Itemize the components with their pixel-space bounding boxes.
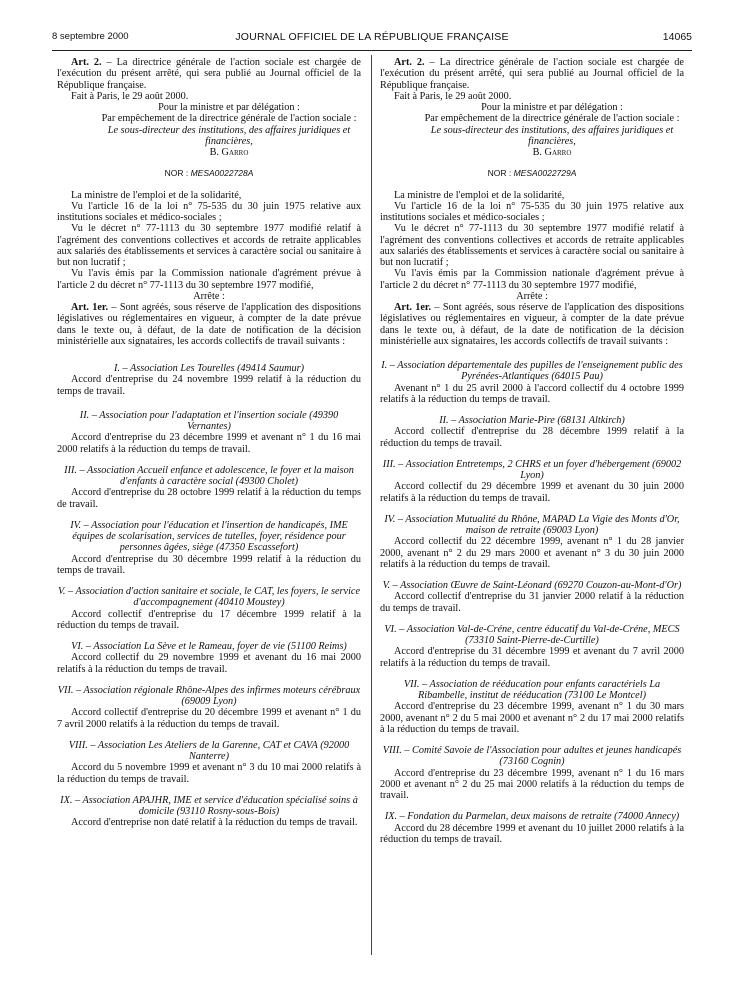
preamble-line: Vu l'article 16 de la loi n° 75-535 du 30 juin 1975 relative aux institutions sociales et médico-sociales ; bbox=[57, 200, 361, 223]
section-title: II. – Association Marie-Pire (68131 Altkirch) bbox=[439, 415, 625, 426]
section-body: Accord collectif du 29 décembre 1999 et avenant du 30 juin 2000 relatifs à la réduction du temps de travail. bbox=[380, 481, 684, 504]
signatory-name: B. Garro bbox=[532, 147, 572, 158]
left-column bbox=[57, 57, 361, 829]
right-column bbox=[380, 57, 684, 845]
section-body: Accord collectif du 22 décembre 1999, avenant n° 1 du 28 janvier 2000, avenant n° 2 du 29 mars 2000 et avenant n° 3 du 30 juin 2000 relatifs à la réduction du temps de travail. bbox=[380, 536, 684, 570]
section-title: IV. – Association Mutualité du Rhône, MAPAD La Vigie des Monts d'Or, maison de retraite (69003 Lyon) bbox=[384, 513, 680, 536]
nor-reference: NOR : MESA0022729A bbox=[487, 168, 577, 179]
section-title: III. – Association Accueil enfance et adolescence, le foyer et la maison d'enfants à caractère social (49300 Cholet) bbox=[64, 464, 354, 487]
preamble-line: Vu l'article 16 de la loi n° 75-535 du 30 juin 1975 relative aux institutions sociales et médico-sociales ; bbox=[380, 200, 684, 223]
section-title: IX. – Association APAJHR, IME et service d'éducation spécialisé soins à domicile (93110 Rosny-sous-Bois) bbox=[60, 794, 358, 817]
section-body: Accord d'entreprise du 23 décembre 1999 et avenant n° 1 du 16 mai 2000 relatifs à la réduction du temps de travail. bbox=[57, 432, 361, 455]
section-body: Accord d'entreprise du 30 décembre 1999 relatif à la réduction du temps de travail. bbox=[57, 553, 361, 576]
section-body: Accord d'entreprise du 23 décembre 1999, avenant n° 1 du 16 mars 2000 et avenant n° 2 du 25 mai 2000 relatifs à la réduction du temps de travail. bbox=[380, 767, 684, 801]
section-title: II. – Association pour l'adaptation et l'insertion sociale (49390 Vernantes) bbox=[79, 409, 339, 432]
section-body: Accord du 28 décembre 1999 et avenant du 10 juillet 2000 relatifs à la réduction du temps de travail. bbox=[380, 822, 684, 845]
signature-line-3: Le sous-directeur des institutions, des affaires juridiques et financières, bbox=[107, 124, 351, 147]
preamble-line: Vu l'avis émis par la Commission nationale d'agrément prévue à l'article 2 du décret n° 77-1113 du 30 septembre 1977 modifié, bbox=[57, 268, 361, 291]
section-body: Accord collectif du 29 novembre 1999 et avenant du 16 mai 2000 relatifs à la réduction du temps de travail. bbox=[57, 652, 361, 675]
journal-title: JOURNAL OFFICIEL DE LA RÉPUBLIQUE FRANÇAISE bbox=[235, 31, 509, 43]
section-body: Accord d'entreprise du 31 décembre 1999 et avenant du 7 avril 2000 relatifs à la réduction du temps de travail. bbox=[380, 646, 684, 669]
column-divider bbox=[371, 55, 372, 955]
section-title: VI. – Association Val-de-Créne, centre éducatif du Val-de-Créne, MECS (73310 Saint-Pierre-de-Curtille) bbox=[384, 623, 680, 646]
fait-a-paris: Fait à Paris, le 29 août 2000. bbox=[71, 90, 189, 102]
article-1: Art. 1er. – Sont agréés, sous réserve de l'application des dispositions législatives ou réglementaires en vigueur, à compter de la date prévue dans le texte ou, à défaut, de la date de notification de la décision ministérielle aux signataires, les accords collectifs de travail suivants : bbox=[57, 302, 361, 347]
preamble-line: Vu l'avis émis par la Commission nationale d'agrément prévue à l'article 2 du décret n° 77-1113 du 30 septembre 1977 modifié, bbox=[380, 268, 684, 291]
preamble-line: La ministre de l'emploi et de la solidarité, bbox=[394, 189, 565, 201]
section-title: III. – Association Entretemps, 2 CHRS et un foyer d'hébergement (69002 Lyon) bbox=[382, 458, 682, 481]
section-body: Accord d'entreprise non daté relatif à la réduction du temps de travail. bbox=[71, 817, 358, 829]
article-2: Art. 2. – La directrice générale de l'action sociale est chargée de l'exécution du présent arrêté, qui sera publié au Journal officiel de la République française. bbox=[380, 57, 684, 91]
section-title: VII. – Association régionale Rhône-Alpes des infirmes moteurs cérébraux (69009 Lyon) bbox=[57, 684, 361, 707]
section-title: IX. – Fondation du Parmelan, deux maisons de retraite (74000 Annecy) bbox=[384, 811, 680, 823]
section-title: VII. – Association de rééducation pour enfants caractériels La Ribambelle, institut de rééducation (73100 Le Montcel) bbox=[403, 678, 661, 701]
section-title: VIII. – Comité Savoie de l'Association pour adultes et jeunes handicapés (73160 Cognin) bbox=[382, 745, 682, 768]
section-body: Accord du 5 novembre 1999 et avenant n° 3 du 10 mai 2000 relatifs à la réduction du temps de travail. bbox=[57, 762, 361, 785]
signature-line-2: Par empêchement de la directrice générale de l'action sociale : bbox=[101, 113, 357, 125]
article-1: Art. 1er. – Sont agréés, sous réserve de l'application des dispositions législatives ou réglementaires en vigueur, à compter de la date prévue dans le texte ou, à défaut, de la date de notification de la décision ministérielle aux signataires, les accords collectifs de travail suivants : bbox=[380, 302, 684, 347]
signature-line-2: Par empêchement de la directrice générale de l'action sociale : bbox=[424, 113, 680, 125]
section-title: I. – Association départementale des pupilles de l'enseignement public des Pyrénées-Atlantiques (64015 Pau) bbox=[381, 360, 683, 383]
arrete-label: Arrête : bbox=[516, 290, 548, 302]
section-body: Accord d'entreprise du 23 décembre 1999, avenant n° 1 du 30 mars 2000, avenant n° 2 du 5 mai 2000 et avenant n° 2 du 17 mai 2000 relatifs à la réduction du temps de travail. bbox=[380, 701, 684, 735]
preamble-line: Vu le décret n° 77-1113 du 30 septembre 1977 modifié relatif à l'agrément des conventions collectives et accords de retraite applicables aux salariés des établissements et services à caractère social ou sanitaire à but non lucratif ; bbox=[380, 223, 684, 268]
fait-a-paris: Fait à Paris, le 29 août 2000. bbox=[394, 90, 512, 102]
nor-reference: NOR : MESA0022728A bbox=[164, 168, 254, 179]
section-title: I. – Association Les Tourelles (49414 Saumur) bbox=[113, 363, 305, 374]
section-body: Accord d'entreprise du 24 novembre 1999 relatif à la réduction du temps de travail. bbox=[57, 374, 361, 397]
signature-line-1: Pour la ministre et par délégation : bbox=[158, 102, 300, 113]
section-title: V. – Association Œuvre de Saint-Léonard (69270 Couzon-au-Mont-d'Or) bbox=[382, 580, 682, 591]
article-2: Art. 2. – La directrice générale de l'action sociale est chargée de l'exécution du présent arrêté, qui sera publié au Journal officiel de la République française. bbox=[57, 57, 361, 91]
signature-line-1: Pour la ministre et par délégation : bbox=[481, 102, 623, 113]
section-body: Accord collectif d'entreprise du 17 décembre 1999 relatif à la réduction du temps de travail. bbox=[57, 608, 361, 631]
section-title: IV. – Association pour l'éducation et l'insertion de handicapés, IME équipes de scolarisation, services de tutelles, foyer, résidence pour personnes âgées, siège (47350 Escassefort) bbox=[70, 519, 348, 554]
section-body: Accord collectif d'entreprise du 31 janvier 2000 relatif à la réduction du temps de travail. bbox=[380, 591, 684, 614]
preamble-line: Vu le décret n° 77-1113 du 30 septembre 1977 modifié relatif à l'agrément des conventions collectives et accords de retraite applicables aux salariés des établissements et services à caractère social ou sanitaire à but non lucratif ; bbox=[57, 223, 361, 268]
preamble-line: La ministre de l'emploi et de la solidarité, bbox=[71, 189, 242, 201]
page-header bbox=[52, 31, 692, 47]
section-title: VIII. – Association Les Ateliers de la Garenne, CAT et CAVA (92000 Nanterre) bbox=[68, 739, 350, 762]
signatory-name: B. Garro bbox=[209, 147, 249, 158]
arrete-label: Arrête : bbox=[193, 290, 225, 302]
header-date: 8 septembre 2000 bbox=[52, 31, 129, 42]
section-title: VI. – Association La Sève et le Rameau, foyer de vie (51100 Reims) bbox=[71, 641, 347, 652]
section-body: Accord d'entreprise du 28 octobre 1999 relatif à la réduction du temps de travail. bbox=[57, 487, 361, 510]
page-number: 14065 bbox=[662, 31, 692, 43]
section-body: Accord collectif d'entreprise du 28 décembre 1999 relatif à la réduction du temps de travail. bbox=[380, 426, 684, 449]
signature-line-3: Le sous-directeur des institutions, des affaires juridiques et financières, bbox=[430, 124, 674, 147]
header-rule bbox=[52, 50, 692, 51]
section-body: Avenant n° 1 du 25 avril 2000 à l'accord collectif du 4 octobre 1999 relatifs à la réduction du temps de travail. bbox=[380, 382, 684, 405]
section-body: Accord collectif d'entreprise du 20 décembre 1999 et avenant n° 1 du 7 avril 2000 relatifs à la réduction du temps de travail. bbox=[57, 707, 361, 730]
section-title: V. – Association d'action sanitaire et sociale, le CAT, les foyers, le service d'accompagnement (40410 Moustey) bbox=[57, 586, 361, 609]
